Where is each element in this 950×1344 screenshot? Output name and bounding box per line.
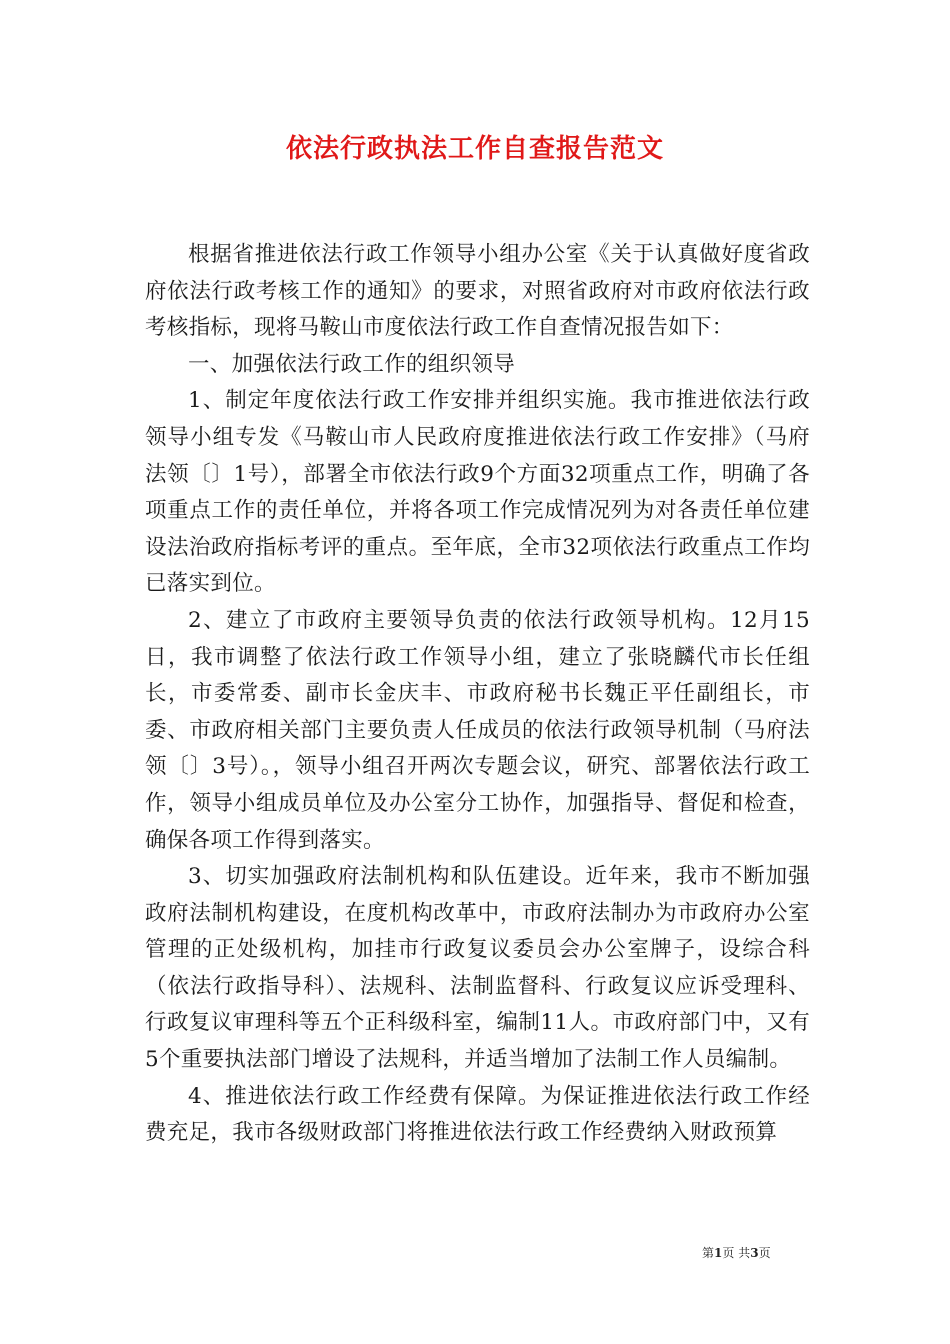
document-title: 依法行政执法工作自查报告范文 (285, 134, 664, 164)
total-pages-number: 3 (750, 1246, 759, 1260)
footer-prefix: 第 (702, 1246, 715, 1260)
section-heading-1: 一、加强依法行政工作的组织领导 (188, 351, 516, 377)
current-page-number: 1 (714, 1246, 723, 1260)
footer-middle: 页 共 (722, 1246, 751, 1260)
paragraph-item-2: 2、建立了市政府主要领导负责的依法行政领导机构。12月15日，我市调整了依法行政工作领导小组，建立了张晓麟代市长任组长，市委常委、副市长金庆丰、市政府秘书长魏正平任副组长，市委、市政府相关部门主要负责人任成员的依法行政领导机制（马府法领〔〕3号）。，领导小组召开两次专题会议，研究、部署依法行政工作，领导小组成员单位及办公室分工协作，加强指导、督促和检查，确保各项工作得到落实。 (145, 607, 810, 853)
paragraph-intro: 根据省推进依法行政工作领导小组办公室《关于认真做好度省政府依法行政考核工作的通知》的要求，对照省政府对市政府依法行政考核指标，现将马鞍山市度依法行政工作自查情况报告如下： (145, 242, 810, 341)
document-body (145, 237, 810, 1152)
paragraph-item-4: 4、推进依法行政工作经费有保障。为保证推进依法行政工作经费充足，我市各级财政部门将推进依法行政工作经费纳入财政预算 (145, 1083, 810, 1146)
footer-suffix: 页 (758, 1246, 771, 1260)
page-footer (702, 1244, 771, 1261)
paragraph-item-1: 1、制定年度依法行政工作安排并组织实施。我市推进依法行政领导小组专发《马鞍山市人民政府度推进依法行政工作安排》（马府法领〔〕1号），部署全市依法行政9个方面32项重点工作，明确了各项重点工作的责任单位，并将各项工作完成情况列为对各责任单位建设法治政府指标考评的重点。至年底，全市32项依法行政重点工作均已落实到位。 (145, 388, 810, 597)
paragraph-item-3: 3、切实加强政府法制机构和队伍建设。近年来，我市不断加强政府法制机构建设，在度机构改革中，市政府法制办为市政府办公室管理的正处级机构，加挂市行政复议委员会办公室牌子，设综合科（依法行政指导科）、法规科、法制监督科、行政复议应诉受理科、行政复议审理科等五个正科级科室，编制11人。市政府部门中，又有5个重要执法部门增设了法规科，并适当增加了法制工作人员编制。 (145, 864, 810, 1073)
